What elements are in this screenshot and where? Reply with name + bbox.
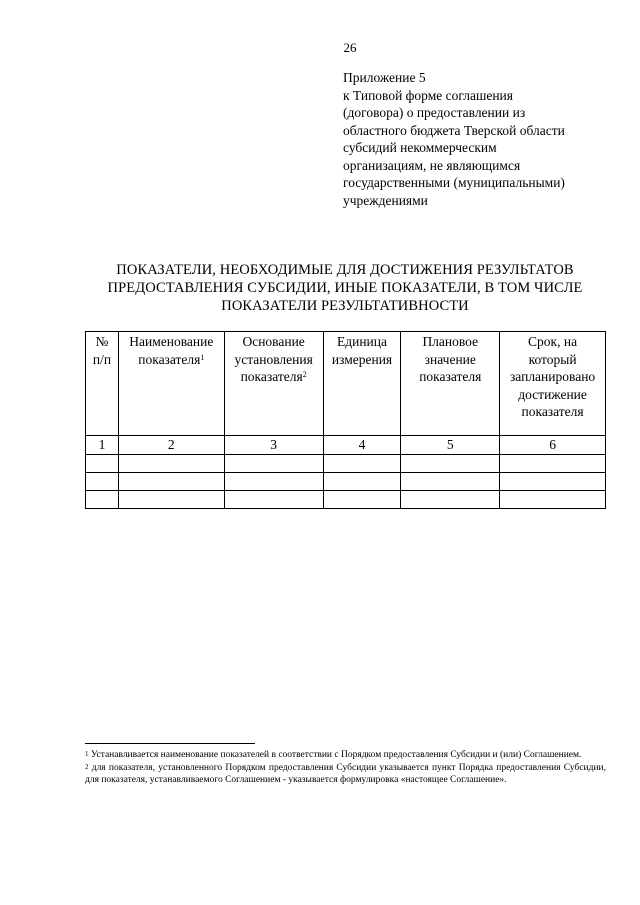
empty-cell (118, 455, 224, 473)
footnote-text: для показателя, установленного Порядком предоставления Субсидии указывается пункт Порядка предоставления Субсидии, для показателя, устанавливаемого Соглашением - указывается формулировка «настоящее Соглашение». (85, 762, 607, 785)
header-text: Основание (242, 334, 305, 349)
appendix-line: субсидий некоммерческим (343, 140, 497, 155)
table-row (86, 473, 606, 491)
header-cell-number (86, 332, 119, 436)
empty-cell (500, 491, 606, 509)
footnote-2 (85, 762, 606, 787)
header-cell-unit (323, 332, 401, 436)
empty-cell (118, 491, 224, 509)
header-text: Плановое (422, 334, 479, 349)
column-number-cell: 1 (86, 436, 119, 455)
header-text: показателя (240, 369, 303, 384)
column-number-cell: 3 (224, 436, 323, 455)
header-text: запланировано (509, 369, 596, 384)
empty-cell (323, 491, 401, 509)
appendix-line: государственными (муниципальными) (343, 175, 565, 190)
header-text: измерения (331, 351, 393, 367)
column-number-cell: 5 (401, 436, 500, 455)
column-number-cell: 6 (500, 436, 606, 455)
table-row (86, 455, 606, 473)
empty-cell (401, 473, 500, 491)
footnotes (85, 749, 606, 787)
appendix-line: учреждениями (343, 192, 428, 208)
table-row (86, 491, 606, 509)
header-text: п/п (92, 351, 112, 367)
indicators-table (85, 331, 606, 509)
header-text: показателя (419, 369, 482, 384)
footnote-ref: 2 (302, 370, 307, 379)
empty-cell (86, 473, 119, 491)
empty-cell (224, 473, 323, 491)
header-cell-deadline (500, 332, 606, 436)
empty-cell (224, 455, 323, 473)
header-text: Наименование (129, 334, 214, 349)
appendix-header (343, 69, 613, 209)
document-title (85, 261, 605, 315)
footnote-separator (85, 743, 255, 744)
footnote-text: Устанавливается наименование показателей в соответствии с Порядком предоставления Субсидии и (или) Соглашением. (90, 750, 582, 760)
title-line: ПОКАЗАТЕЛИ РЕЗУЛЬТАТИВНОСТИ (221, 298, 469, 314)
empty-cell (401, 491, 500, 509)
empty-cell (500, 455, 606, 473)
appendix-line: организациям, не являющимся (343, 157, 521, 173)
header-text: установления (234, 351, 313, 367)
header-cell-planned-value (401, 332, 500, 436)
title-line: ПРЕДОСТАВЛЕНИЯ СУБСИДИИ, ИНЫЕ ПОКАЗАТЕЛИ, В ТОМ ЧИСЛЕ (107, 280, 583, 296)
empty-cell (86, 491, 119, 509)
header-text: показателя (521, 404, 584, 419)
column-number-cell: 4 (323, 436, 401, 455)
header-text: показателя (138, 351, 201, 367)
header-text: который (528, 351, 577, 367)
table-header-row (86, 332, 606, 436)
appendix-line: (договора) о предоставлении из (343, 105, 526, 120)
header-text: достижение (518, 386, 587, 402)
empty-cell (323, 455, 401, 473)
header-text: значение (424, 351, 476, 367)
empty-cell (118, 473, 224, 491)
empty-cell (401, 455, 500, 473)
empty-cell (500, 473, 606, 491)
page-number: 26 (343, 40, 357, 55)
appendix-line: областного бюджета Тверской области (343, 122, 565, 138)
appendix-line: к Типовой форме соглашения (343, 87, 513, 103)
title-line: ПОКАЗАТЕЛИ, НЕОБХОДИМЫЕ ДЛЯ ДОСТИЖЕНИЯ РЕЗУЛЬТАТОВ (116, 262, 574, 278)
footnote-1 (85, 749, 606, 762)
header-text: № (95, 334, 109, 349)
header-text: Срок, на (528, 334, 578, 349)
column-number-row (86, 436, 606, 455)
appendix-line: Приложение 5 (343, 70, 426, 85)
footnote-marker: 1 (85, 750, 89, 758)
empty-cell (224, 491, 323, 509)
empty-cell (323, 473, 401, 491)
footnote-marker: 2 (85, 762, 89, 771)
header-text: Единица (336, 334, 387, 349)
header-cell-name (118, 332, 224, 436)
header-cell-basis (224, 332, 323, 436)
footnote-ref: 1 (200, 352, 205, 362)
empty-cell (86, 455, 119, 473)
column-number-cell: 2 (118, 436, 224, 455)
